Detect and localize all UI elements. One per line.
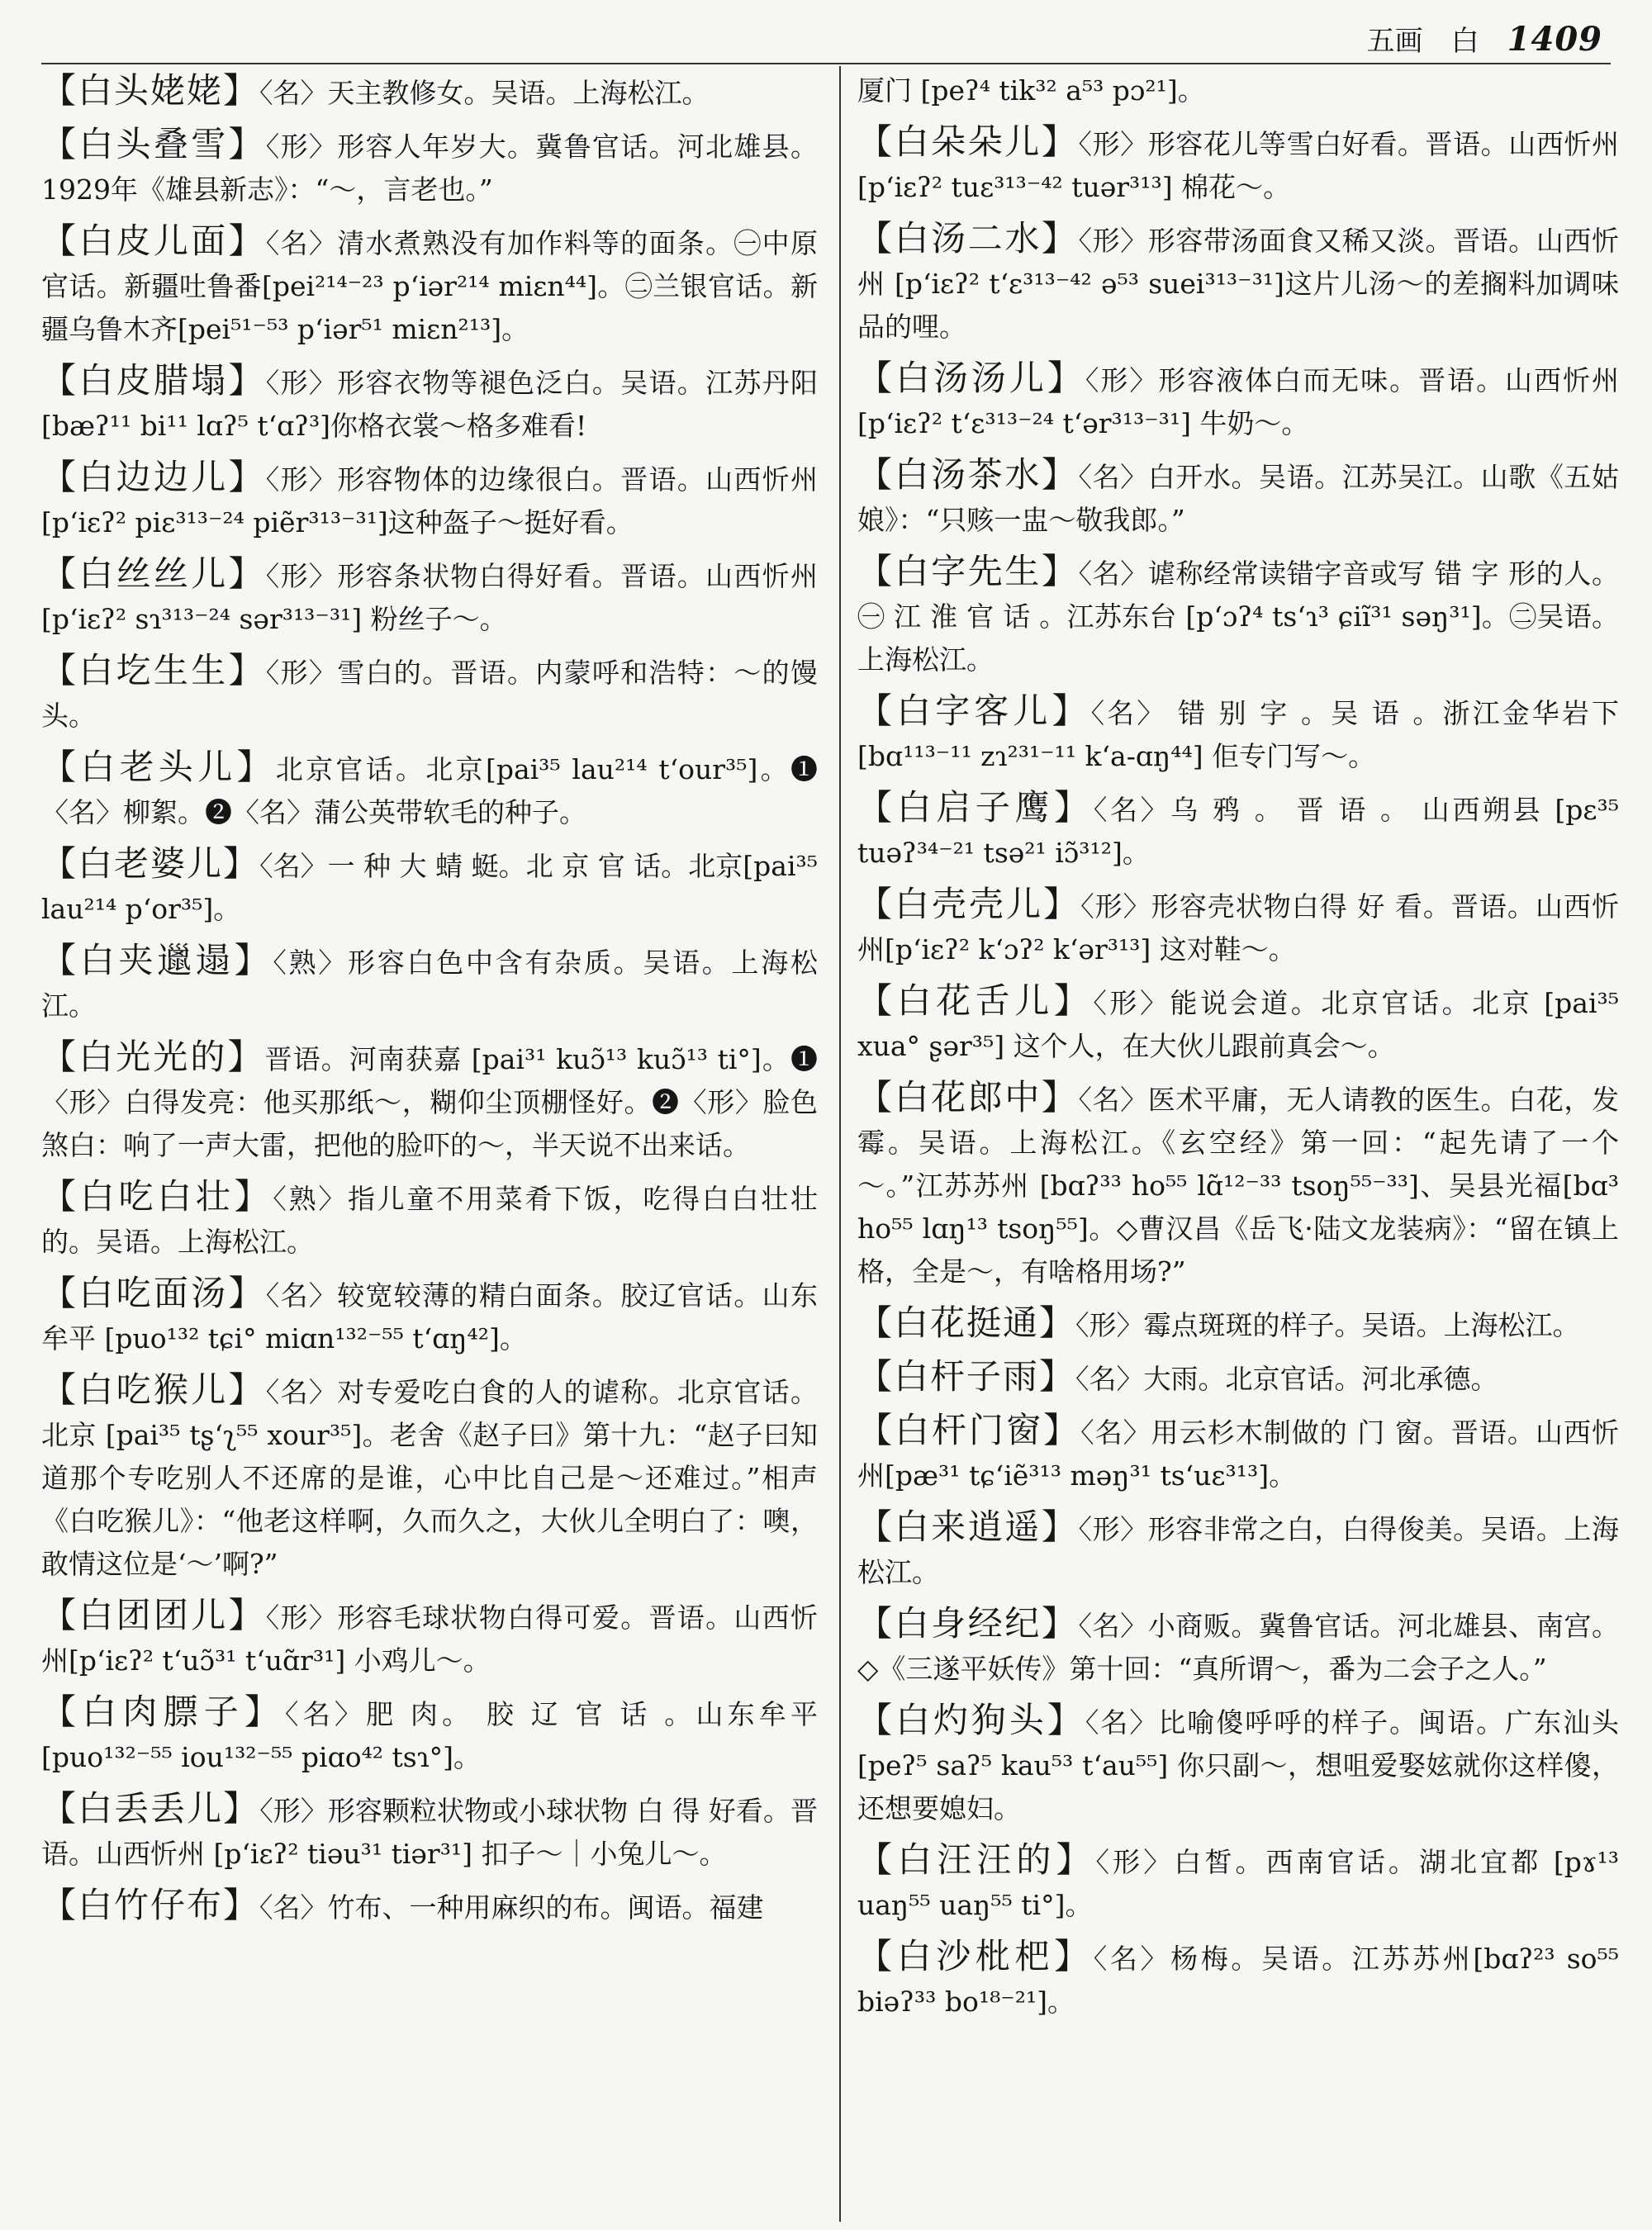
- section-label: 五画: [1366, 25, 1423, 58]
- entry-definition: 〈形〉形容壳状物白得 好 看。晋语。山西忻州[p‘iεʔ² k‘ɔʔ² k‘ər³¹³] 这对鞋～。: [857, 890, 1619, 966]
- page-header: [1367, 18, 1602, 59]
- header-rule: [41, 63, 1611, 64]
- entry-definition: 〈名〉白开水。吴语。江苏吴江。山歌《五姑娘》：“只赅一盅～敬我郎。”: [857, 461, 1619, 536]
- entry-headword: 【白丝丝儿】: [41, 553, 266, 594]
- entry-headword: 【白丢丢儿】: [41, 1788, 260, 1829]
- entry-headword: 【白花郎中】: [857, 1077, 1079, 1117]
- dictionary-entry: [41, 842, 818, 931]
- entry-headword: 【白头叠雪】: [41, 124, 266, 164]
- entry-headword: 【白汤二水】: [857, 218, 1079, 259]
- entry-headword: 【白老头儿】: [41, 747, 276, 787]
- entry-headword: 【白圪生生】: [41, 650, 266, 690]
- dictionary-entry: [857, 1839, 1619, 1927]
- entry-definition: 〈形〉形容毛球状物白得可爱。晋语。山西忻州[p‘iεʔ² t‘uɔ̃³¹ t‘uɑ̃r³¹] 小鸡儿～。: [41, 1601, 818, 1677]
- dictionary-entry: [857, 1935, 1619, 2024]
- right-column: [857, 69, 1619, 2223]
- entry-headword: 【白杆门窗】: [857, 1410, 1081, 1450]
- entry-headword: 【白字先生】: [857, 551, 1079, 591]
- dictionary-entry: [857, 786, 1619, 875]
- dictionary-entry: [41, 359, 818, 448]
- entry-headword: 【白汤汤儿】: [857, 358, 1085, 398]
- dictionary-entry: [41, 220, 818, 351]
- entry-definition: 〈名〉竹布、一种用麻织的布。闽语。福建: [259, 1891, 764, 1924]
- entry-definition: 〈名〉清水煮熟没有加作料等的面条。㊀中原官话。新疆吐鲁番[pei²¹⁴⁻²³ p‘iər²¹⁴ miεn⁴⁴]。㊁兰银官话。新疆乌鲁木齐[pei⁵¹⁻⁵³ p‘iər⁵¹ miεn²¹³]。: [41, 227, 818, 345]
- entry-headword: 【白光光的】: [41, 1037, 265, 1077]
- entry-definition: 〈名〉用云杉木制做的 门 窗。晋语。山西忻州[pæ³¹ tɕ‘iẽ³¹³ məŋ³¹ ts‘uε³¹³]。: [857, 1416, 1619, 1492]
- entry-headword: 【白灼狗头】: [857, 1700, 1085, 1740]
- entry-definition: 〈形〉雪白的。晋语。内蒙呼和浩特：～的馒头。: [41, 657, 818, 732]
- entry-definition: 〈名〉 错 别 字 。吴 语 。浙江金华岩下 [bɑ¹¹³⁻¹¹ zɿ²³¹⁻¹¹ k‘a-ɑŋ⁴⁴] 佢专门写～。: [857, 697, 1619, 772]
- dictionary-entry: [41, 69, 818, 115]
- dictionary-entry: [41, 1369, 818, 1586]
- dictionary-entry: [41, 1787, 818, 1876]
- entry-headword: 【白花舌儿】: [857, 980, 1094, 1021]
- entry-definition: 厦门 [peʔ⁴ tik³² a⁵³ pɔ²¹]。: [857, 74, 1205, 107]
- entry-definition: 〈形〉形容非常之白，白得俊美。吴语。上海松江。: [857, 1513, 1619, 1588]
- dictionary-entry: [41, 746, 818, 834]
- entry-headword: 【白吃白壮】: [41, 1176, 273, 1217]
- entry-headword: 【白边边儿】: [41, 457, 266, 497]
- dictionary-entry: [857, 121, 1619, 209]
- entry-definition: 晋语。河南获嘉 [pai³¹ kuɔ̃¹³ kuɔ̃¹³ ti°]。❶〈形〉白得发亮：他买那纸～，糊仰尘顶棚怪好。❷〈形〉脸色煞白：响了一声大雷，把他的脸吓的～，半天说不出来话。: [41, 1043, 818, 1161]
- entry-headword: 【白启子鹰】: [857, 787, 1094, 828]
- dictionary-entry: [41, 1594, 818, 1682]
- entry-headword: 【白吃面汤】: [41, 1273, 266, 1313]
- entry-headword: 【白杆子雨】: [857, 1356, 1076, 1397]
- entry-headword: 【白字客儿】: [857, 690, 1091, 731]
- entry-headword: 【白花挺通】: [857, 1302, 1076, 1343]
- entry-headword: 【白吃猴儿】: [41, 1369, 266, 1410]
- dictionary-entry: [857, 453, 1619, 542]
- entry-headword: 【白来逍遥】: [857, 1506, 1079, 1547]
- entry-definition: 〈形〉能说会道。北京官话。北京 [pai³⁵ xua° ʂər³⁵] 这个人，在大伙儿跟前真会～。: [857, 987, 1619, 1062]
- left-column: [41, 69, 818, 2223]
- dictionary-entry: [857, 357, 1619, 445]
- entry-definition: 〈名〉对专爱吃白食的人的谑称。北京官话。北京 [pai³⁵ tʂ‘ʅ⁵⁵ xour³⁵]。老舍《赵子曰》第十九：“赵子曰知道那个专吃别人不还席的是谁，心中比自己是～还难过。”相声《白吃猴儿》：“他老这样啊，久而久之，大伙儿全明白了：噢，敢情这位是‘～’啊?”: [41, 1376, 818, 1580]
- dictionary-entry: [41, 939, 818, 1027]
- entry-definition: 〈形〉霉点斑斑的样子。吴语。上海松江。: [1075, 1309, 1580, 1341]
- entry-headword: 【白竹仔布】: [41, 1885, 260, 1925]
- entry-headword: 【白老婆儿】: [41, 843, 260, 884]
- dictionary-entry: [857, 217, 1619, 349]
- dictionary-entry: [857, 1076, 1619, 1293]
- entry-definition: 〈形〉形容条状物白得好看。晋语。山西忻州 [p‘iεʔ² sɿ³¹³⁻²⁴ sər³¹³⁻³¹] 粉丝子～。: [41, 560, 818, 635]
- entry-headword: 【白夹邋遢】: [41, 940, 273, 980]
- entry-definition: 〈名〉肥 肉。 胶 辽 官 话 。山东牟平 [puo¹³²⁻⁵⁵ iou¹³²⁻⁵⁵ piɑo⁴² tsɿ°]。: [41, 1698, 818, 1773]
- entry-definition: 〈名〉大雨。北京官话。河北承德。: [1075, 1363, 1498, 1395]
- entry-definition: 〈名〉杨梅。吴语。江苏苏州[bɑʔ²³ so⁵⁵ biəʔ³³ bo¹⁸⁻²¹]。: [857, 1943, 1619, 2018]
- entry-definition: 北京官话。北京[pai³⁵ lau²¹⁴ t‘our³⁵]。❶〈名〉柳絮。❷〈名〉蒲公英带软毛的种子。: [41, 753, 818, 828]
- entry-definition: 〈熟〉指儿童不用菜肴下饭，吃得白白壮壮的。吴语。上海松江。: [41, 1183, 818, 1258]
- entry-headword: 【白团团儿】: [41, 1595, 266, 1635]
- entry-definition: 〈名〉谑称经常读错字音或写 错 字 形的人。 ㊀ 江 淮 官 话 。江苏东台 [p‘ɔʔ⁴ ts‘ɿ³ ɕiĩ³¹ səŋ³¹]。㊁吴语。 上海松江。: [857, 558, 1619, 676]
- dictionary-entry: [41, 1175, 818, 1264]
- entry-definition: 〈形〉形容物体的边缘很白。晋语。山西忻州[p‘iεʔ² piε³¹³⁻²⁴ piẽr³¹³⁻³¹]这种盔子～挺好看。: [41, 463, 818, 539]
- entry-definition: 〈形〉白皙。西南官话。湖北宜都 [pɤ¹³ uaŋ⁵⁵ uaŋ⁵⁵ ti°]。: [857, 1846, 1619, 1921]
- entry-definition: 〈形〉形容带汤面食又稀又淡。晋语。山西忻州 [p‘iεʔ² t‘ε³¹³⁻⁴² ə⁵³ suei³¹³⁻³¹]这片儿汤～的差搁料加调味品的哩。: [857, 225, 1619, 343]
- entry-definition: 〈名〉乌 鸦 。 晋 语 。 山西朔县 [pε³⁵ tuəʔ³⁴⁻²¹ tsə²¹ iɔ̃³¹²]。: [857, 794, 1619, 869]
- entry-definition: 〈形〉形容人年岁大。冀鲁官话。河北雄县。1929年《雄县新志》：“～，言老也。”: [41, 130, 818, 206]
- dictionary-entry: [857, 1602, 1619, 1691]
- page-number: 1409: [1507, 20, 1602, 59]
- entry-headword: 【白皮腊塌】: [41, 360, 266, 401]
- dictionary-entry: [857, 883, 1619, 971]
- dictionary-entry: [41, 1884, 818, 1929]
- entry-definition: 〈形〉形容衣物等褪色泛白。吴语。江苏丹阳 [bæʔ¹¹ bi¹¹ lɑʔ⁵ t‘ɑʔ³]你格衣裳～格多难看!: [41, 367, 818, 442]
- entry-definition: 〈形〉形容颗粒状物或小球状物 白 得 好看。晋语。山西忻州 [p‘iεʔ² tiəu³¹ tiər³¹] 扣子～｜小兔儿～。: [41, 1795, 818, 1870]
- entry-headword: 【白肉膘子】: [41, 1691, 286, 1732]
- dictionary-entry: [857, 1302, 1619, 1347]
- dictionary-entry: [41, 456, 818, 544]
- dictionary-entry-continuation: [857, 69, 1619, 112]
- entry-definition: 〈熟〉形容白色中含有杂质。吴语。上海松江。: [41, 947, 818, 1022]
- dictionary-entry: [857, 550, 1619, 681]
- dictionary-entry: [41, 649, 818, 738]
- entry-definition: 〈名〉较宽较薄的精白面条。胶辽官话。山东牟平 [puo¹³² tɕi° miɑn¹³²⁻⁵⁵ t‘ɑŋ⁴²]。: [41, 1279, 818, 1355]
- entry-definition: 〈名〉医术平庸，无人请教的医生。白花，发霉。吴语。上海松江。《玄空经》第一回：“起先请了一个～。”江苏苏州 [bɑʔ³³ ho⁵⁵ lɑ̃¹²⁻³³ tsoŋ⁵⁵⁻³³]、吴县光福[bɑ³ ho⁵⁵ lɑŋ¹³ tsoŋ⁵⁵]。◇曹汉昌《岳飞·陆文龙装病》：“留在镇上格，全是～，有啥格用场?”: [857, 1084, 1619, 1288]
- dictionary-entry: [41, 1036, 818, 1167]
- column-divider: [839, 66, 841, 2222]
- dictionary-entry: [41, 1691, 818, 1779]
- head-character: 白: [1450, 25, 1479, 58]
- entry-headword: 【白皮儿面】: [41, 221, 266, 261]
- entry-definition: 〈名〉比喻傻呼呼的样子。闽语。广东汕头 [peʔ⁵ saʔ⁵ kau⁵³ t‘au⁵⁵] 你只副～，想咀爱娶妶就你这样傻，还想要媳妇。: [857, 1706, 1619, 1824]
- entry-definition: 〈形〉形容液体白而无味。晋语。山西忻州 [p‘iεʔ² t‘ε³¹³⁻²⁴ t‘ər³¹³⁻³¹] 牛奶～。: [857, 364, 1619, 439]
- entry-headword: 【白壳壳儿】: [857, 884, 1081, 924]
- dictionary-entry: [857, 980, 1619, 1068]
- entry-headword: 【白沙枇杷】: [857, 1936, 1094, 1976]
- entry-definition: 〈名〉一 种 大 蜻 蜓。北 京 官 话。北京[pai³⁵ lau²¹⁴ p‘or³⁵]。: [41, 850, 818, 925]
- dictionary-entry: [857, 690, 1619, 778]
- dictionary-entry: [41, 123, 818, 211]
- dictionary-entry: [41, 1272, 818, 1360]
- dictionary-entry: [857, 1355, 1619, 1401]
- entry-definition: 〈名〉小商贩。冀鲁官话。河北雄县、南宫。◇《三遂平妖传》第十回：“真所谓～，番为二会子之人。”: [857, 1610, 1619, 1685]
- entry-headword: 【白身经纪】: [857, 1603, 1079, 1644]
- dictionary-entry: [857, 1699, 1619, 1830]
- dictionary-entry: [41, 553, 818, 641]
- entry-headword: 【白头姥姥】: [41, 70, 260, 111]
- entry-definition: 〈名〉天主教修女。吴语。上海松江。: [259, 77, 710, 109]
- entry-headword: 【白汪汪的】: [857, 1839, 1096, 1880]
- dictionary-entry: [857, 1506, 1619, 1594]
- entry-headword: 【白汤茶水】: [857, 454, 1079, 495]
- entry-headword: 【白朵朵儿】: [857, 121, 1079, 162]
- entry-definition: 〈形〉形容花儿等雪白好看。晋语。山西忻州 [p‘iεʔ² tuε³¹³⁻⁴² tuər³¹³] 棉花～。: [857, 128, 1619, 203]
- dictionary-entry: [857, 1409, 1619, 1497]
